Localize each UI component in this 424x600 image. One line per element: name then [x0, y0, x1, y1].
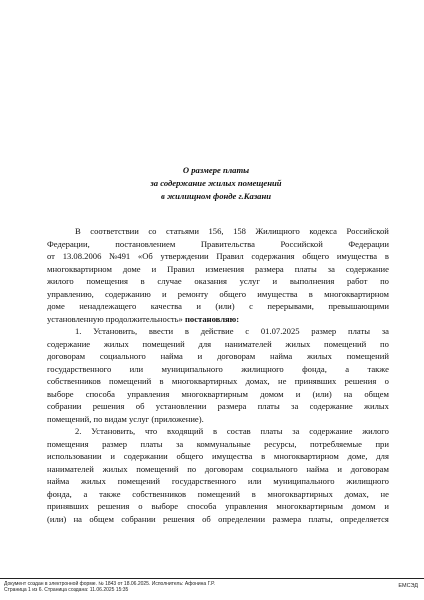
word: для — [198, 338, 212, 349]
word: найма — [160, 351, 183, 361]
word: а — [345, 363, 350, 374]
word: жилищного — [241, 363, 284, 374]
word: доме, — [347, 451, 368, 461]
word: выполнения — [289, 276, 335, 286]
paragraph — [47, 225, 389, 325]
word: содержание — [345, 263, 389, 274]
word: установлении — [155, 401, 207, 411]
word: об — [135, 401, 145, 411]
word: использовании — [47, 451, 102, 461]
paragraph — [47, 425, 389, 525]
word: что — [144, 426, 158, 436]
word: также — [367, 363, 389, 374]
word: общего — [176, 451, 204, 461]
word: управлению, — [47, 288, 94, 299]
word: при — [375, 438, 389, 449]
word: ресурсы, — [264, 438, 297, 449]
word: доме — [47, 301, 65, 311]
word: превышающими — [328, 301, 389, 311]
word: №491 — [109, 251, 131, 261]
word: найма — [269, 351, 293, 361]
word: многоквартирном — [273, 451, 339, 461]
word: жилищного — [346, 476, 389, 486]
word: домом — [260, 388, 284, 399]
word: содержание — [309, 426, 353, 436]
word: определяется — [340, 513, 389, 524]
word: жилых — [103, 338, 129, 349]
word: помещений — [346, 351, 389, 361]
word: помещений — [136, 463, 179, 474]
word: и — [161, 288, 167, 299]
word: решения — [344, 376, 377, 386]
word: 13.08.2006 — [62, 251, 102, 261]
word: Федерации — [348, 238, 389, 249]
word: ввести — [148, 326, 174, 336]
word: за — [175, 438, 184, 449]
word: содержанию — [105, 288, 151, 299]
text-line — [47, 275, 389, 288]
word: платы — [260, 426, 283, 436]
text-line — [47, 450, 389, 463]
word: с — [249, 301, 253, 311]
word: для — [376, 451, 389, 461]
text-line — [47, 375, 389, 388]
word: содержание — [47, 338, 91, 349]
word: (или) — [47, 513, 67, 524]
word: и — [384, 501, 389, 511]
word: помещений — [197, 488, 240, 499]
word: собрании — [47, 401, 82, 411]
text-line — [47, 238, 389, 251]
word: общем — [89, 513, 114, 524]
word: муниципального — [161, 363, 223, 374]
text-line — [47, 300, 389, 313]
word: собственников — [47, 376, 101, 386]
word: за — [292, 426, 300, 436]
word: размера — [217, 401, 247, 411]
word: многоквартирных — [171, 376, 238, 386]
word: способа — [187, 501, 217, 511]
word: жилых — [364, 401, 389, 411]
text-line — [47, 488, 389, 501]
word: Жилищного — [255, 226, 300, 236]
text-line — [47, 288, 389, 301]
word: содержании — [123, 451, 168, 461]
word: входящий — [166, 426, 204, 436]
word: (или) — [312, 388, 332, 399]
text-line — [47, 500, 389, 513]
word: платы — [294, 263, 317, 274]
word: жилого — [362, 426, 389, 436]
word: выборе — [151, 501, 179, 511]
word: на — [73, 513, 82, 524]
word: помещения — [47, 438, 89, 449]
word: В — [75, 226, 81, 236]
word: об — [202, 513, 211, 524]
word: фонда, — [47, 488, 72, 499]
word: найма — [306, 463, 329, 474]
word: Российской — [346, 226, 389, 236]
word: социального — [99, 351, 146, 361]
word: нанимателей — [224, 338, 272, 349]
title-line: за содержание жилых помещений — [150, 178, 282, 188]
word: Установить, — [93, 326, 138, 336]
word: способа — [85, 388, 115, 399]
word: имущества — [211, 451, 253, 461]
text-line — [47, 463, 389, 476]
word: многоквартирным — [181, 388, 248, 399]
word: государственного — [47, 363, 112, 374]
word: а — [83, 488, 88, 499]
document-footer — [4, 581, 215, 593]
word: определении — [218, 513, 266, 524]
word: содержание — [309, 401, 353, 411]
word: жилых — [307, 351, 332, 361]
word: по — [187, 463, 197, 474]
word: платы — [347, 326, 370, 336]
word: не — [278, 376, 287, 386]
footer-line: Документ создан в электронной форме. № 1843 от 18.06.2025. Исполнитель: Афонина Г.Р. — [4, 581, 215, 587]
word: (или) — [215, 301, 235, 311]
word: общего — [219, 288, 247, 299]
word: решения — [163, 513, 195, 524]
word: и — [337, 463, 343, 474]
word: и — [272, 276, 278, 286]
word: также — [99, 488, 121, 499]
word: статьями — [166, 226, 199, 236]
word: оказания — [194, 276, 227, 286]
footer-line: Страница 1 из 6. Страница создана: 11.06.2025 15:35 — [4, 587, 129, 594]
word: договорам — [204, 463, 244, 474]
word: многоквартирном — [47, 263, 112, 274]
word: о — [384, 376, 389, 386]
word: общего — [302, 251, 330, 261]
text-line — [47, 475, 389, 488]
word: в — [212, 426, 218, 436]
word: имущества — [336, 251, 378, 261]
word: жилых — [102, 463, 128, 474]
text-line — [47, 313, 389, 326]
word: выборе — [47, 388, 74, 399]
word: собрании — [121, 513, 156, 524]
word: работ — [346, 276, 368, 286]
word: помещений — [324, 338, 367, 349]
document-body — [47, 225, 389, 525]
text-line — [47, 400, 389, 413]
word: соответствии — [90, 226, 139, 236]
text-line — [47, 325, 389, 338]
title-line: в жилищном фонде г.Казани — [160, 191, 272, 201]
text-line — [47, 338, 389, 351]
word: 1. — [75, 326, 82, 336]
line-text: помещений, по видам услуг (приложение). — [47, 413, 204, 424]
word: Установить, — [91, 426, 136, 436]
word: содержания — [251, 251, 295, 261]
word: ремонту — [177, 288, 209, 299]
word: Федерации, — [47, 238, 90, 249]
word: управления — [127, 388, 170, 399]
word: по — [380, 338, 389, 349]
word: размер — [311, 326, 337, 336]
word: на — [343, 388, 353, 399]
word: не — [380, 488, 389, 499]
word: и — [151, 263, 157, 274]
word: изменения — [205, 263, 245, 274]
word: общем — [364, 388, 389, 399]
word: решения — [97, 501, 130, 511]
word: состав — [226, 426, 251, 436]
word: Российской — [280, 238, 323, 249]
word: договорам — [350, 463, 389, 474]
word: или — [247, 476, 262, 486]
word: качества — [150, 301, 182, 311]
word: в — [184, 326, 189, 336]
word: найма — [47, 476, 70, 486]
text-line — [47, 363, 389, 376]
text-line — [47, 425, 389, 438]
word: в — [308, 288, 313, 299]
word: случае — [157, 276, 182, 286]
word: жилых — [285, 338, 311, 349]
word: в — [140, 276, 145, 286]
word: потребляемые — [309, 438, 362, 449]
word: многоквартирном — [324, 288, 389, 299]
word: со — [148, 226, 157, 236]
text-line — [47, 388, 389, 401]
text-line — [47, 350, 389, 363]
word: домом — [351, 501, 376, 511]
document-title — [0, 164, 424, 203]
word: коммунальные — [196, 438, 251, 449]
word: постановлением — [115, 238, 176, 249]
text-line — [47, 250, 389, 263]
word: Правил — [216, 251, 244, 261]
word: по — [380, 276, 389, 286]
word: решения — [92, 401, 125, 411]
word: за — [381, 326, 389, 336]
emphasis-text: постановляю: — [182, 313, 240, 324]
word: помещений — [109, 376, 152, 386]
word: и — [197, 351, 203, 361]
word: нанимателей — [47, 463, 94, 474]
word: помещения — [86, 276, 128, 286]
text-line — [47, 513, 389, 526]
word: размер — [102, 438, 127, 449]
text-line — [47, 263, 389, 276]
word: договорам — [217, 351, 256, 361]
text-line — [47, 438, 389, 451]
word: кодекса — [309, 226, 337, 236]
word: в — [251, 488, 256, 499]
text-line — [47, 225, 389, 238]
word: платы, — [308, 513, 333, 524]
word: многоквартирных — [267, 488, 333, 499]
word: с — [245, 326, 250, 336]
word: ненадлежащего — [79, 301, 137, 311]
word: платы — [140, 438, 163, 449]
word: о — [138, 501, 143, 511]
word: 2. — [75, 426, 82, 436]
paragraph — [47, 325, 389, 425]
word: в — [159, 376, 164, 386]
word: размера — [272, 513, 302, 524]
word: утверждении — [160, 251, 209, 261]
word: платы — [257, 401, 280, 411]
word: перерывами, — [267, 301, 314, 311]
line-text: установленную продолжительность» — [47, 313, 183, 324]
word: собственников — [132, 488, 187, 499]
word: или — [129, 363, 144, 374]
word: 158 — [233, 226, 246, 236]
word: муниципального — [273, 476, 335, 486]
word: принявших — [47, 501, 89, 511]
word: от — [47, 251, 55, 261]
word: Правительства — [200, 238, 255, 249]
word: имущества — [257, 288, 298, 299]
word: за — [327, 263, 335, 274]
word: «Об — [137, 251, 153, 261]
word: действие — [200, 326, 234, 336]
word: жилых — [81, 476, 106, 486]
word: жилого — [47, 276, 74, 286]
word: в — [261, 451, 266, 461]
word: многоквартирным — [276, 501, 343, 511]
word: помещений — [117, 476, 160, 486]
word: управления — [225, 501, 268, 511]
word: домах, — [245, 376, 270, 386]
word: социального — [251, 463, 298, 474]
word: договорам — [47, 351, 86, 361]
word: домах, — [344, 488, 369, 499]
word: услуг — [239, 276, 260, 286]
word: государственного — [171, 476, 237, 486]
footer-divider — [0, 578, 424, 579]
word: за — [291, 401, 299, 411]
word: Правил — [167, 263, 195, 274]
word: размера — [255, 263, 284, 274]
system-code: ЕМСЭД — [398, 583, 418, 589]
word: и — [295, 388, 301, 399]
word: и — [110, 451, 115, 461]
title-line: О размере платы — [182, 165, 250, 175]
word: доме — [122, 263, 141, 274]
word: принявших — [294, 376, 337, 386]
word: и — [196, 301, 201, 311]
word: 01.07.2025 — [260, 326, 300, 336]
word: фонда, — [302, 363, 327, 374]
word: 156, — [208, 226, 224, 236]
text-line — [47, 413, 389, 426]
word: помещений — [142, 338, 185, 349]
word: в — [384, 251, 389, 261]
